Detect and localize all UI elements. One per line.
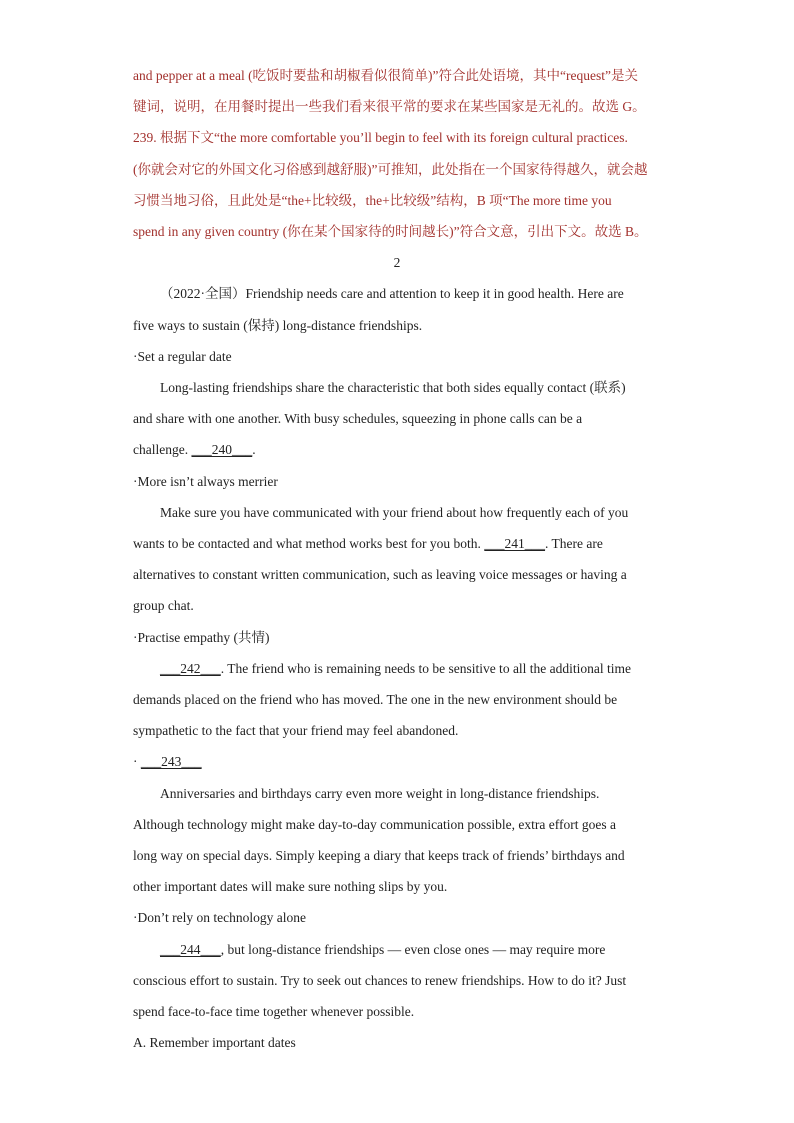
- section-dont-rely-on-technology: [133, 902, 661, 1027]
- passage-intro: [133, 278, 661, 340]
- explanation-line: 键词，说明，在用餐时提出一些我们看来很平常的要求在某些国家是无礼的。故选 G。: [133, 99, 646, 115]
- intro-line: （2022·全国）Friendship needs care and attention to keep it in good health. Here are: [160, 286, 624, 302]
- text-span: . There are: [545, 536, 603, 552]
- section-heading: ·More isn’t always merrier: [133, 473, 278, 489]
- paragraph-line: [133, 653, 661, 684]
- paragraph-line: long way on special days. Simply keeping a diary that keeps track of friends’ birthdays and: [133, 848, 625, 864]
- paragraph-line: group chat.: [133, 598, 194, 614]
- paragraph-line: spend face-to-face time together whenever possible.: [133, 1004, 415, 1020]
- paragraph-line: Long-lasting friendships share the characteristic that both sides equally contact (联系): [160, 380, 626, 396]
- passage-number: 2: [393, 255, 401, 271]
- paragraph-line: Although technology might make day-to-day communication possible, extra effort goes a: [133, 816, 617, 832]
- paragraph-line: Make sure you have communicated with your friend about how frequently each of you: [160, 504, 629, 520]
- paragraph-line: [133, 434, 661, 465]
- answer-blank-240[interactable]: ___240___: [191, 442, 253, 458]
- paragraph-line: Anniversaries and birthdays carry even more weight in long-distance friendships.: [160, 785, 600, 801]
- section-heading: [133, 746, 661, 777]
- section-heading: ·Don’t rely on technology alone: [133, 910, 306, 926]
- explanation-line: 239. 根据下文“the more comfortable you’ll begin to feel with its foreign cultural practices.: [133, 130, 628, 146]
- section-set-regular-date: [133, 341, 661, 466]
- paragraph-line: alternatives to constant written communication, such as leaving voice messages or having a: [133, 567, 627, 583]
- paragraph-line: conscious effort to sustain. Try to seek out chances to renew friendships. How to do it? Just: [133, 972, 627, 988]
- answer-blank-243[interactable]: ___243___: [140, 754, 202, 770]
- paragraph-line: other important dates will make sure nothing slips by you.: [133, 879, 448, 895]
- paragraph-line: sympathetic to the fact that your friend may feel abandoned.: [133, 723, 459, 739]
- text-span: .: [252, 442, 256, 458]
- paragraph-line: demands placed on the friend who has moved. The one in the new environment should be: [133, 692, 618, 708]
- section-heading: ·Set a regular date: [133, 348, 232, 364]
- answer-blank-241[interactable]: ___241___: [484, 536, 546, 552]
- answer-blank-242[interactable]: ___242___: [160, 660, 221, 676]
- explanation-line: 习惯当地习俗，且此处是“the+比较级，the+比较级”结构，B 项“The more time you: [133, 192, 612, 208]
- option-item: A. Remember important dates: [133, 1035, 296, 1051]
- document-page: [133, 60, 661, 1059]
- answer-blank-244[interactable]: ___244___: [160, 941, 221, 957]
- paragraph-line: and share with one another. With busy schedules, squeezing in phone calls can be a: [133, 411, 583, 427]
- explanation-line: spend in any given country (你在某个国家待的时间越长)”符合文意，引出下文。故选 B。: [133, 224, 648, 240]
- text-span: , but long-distance friendships — even close ones — may require more: [220, 941, 606, 957]
- text-span: wants to be contacted and what method works best for you both.: [133, 536, 485, 552]
- section-practise-empathy: [133, 622, 661, 747]
- explanation-line: and pepper at a meal (吃饭时要盐和胡椒看似很简单)”符合此处语境，其中“request”是关: [133, 68, 639, 83]
- text-span: challenge.: [133, 442, 192, 458]
- answer-explanation-block: [133, 60, 661, 247]
- paragraph-line: [133, 934, 661, 965]
- section-more-isnt-merrier: [133, 466, 661, 622]
- text-span: . The friend who is remaining needs to be sensitive to all the additional time: [220, 660, 632, 676]
- section-heading: ·Practise empathy (共情): [133, 629, 270, 645]
- options-list: [133, 1027, 661, 1058]
- section-blank-243: [133, 746, 661, 902]
- intro-line: five ways to sustain (保持) long-distance friendships.: [133, 317, 423, 333]
- explanation-line: (你就会对它的外国文化习俗感到越舒服)”可推知，此处指在一个国家待得越久，就会越: [133, 161, 648, 177]
- paragraph-line: [133, 528, 661, 559]
- text-span: ·: [133, 754, 141, 770]
